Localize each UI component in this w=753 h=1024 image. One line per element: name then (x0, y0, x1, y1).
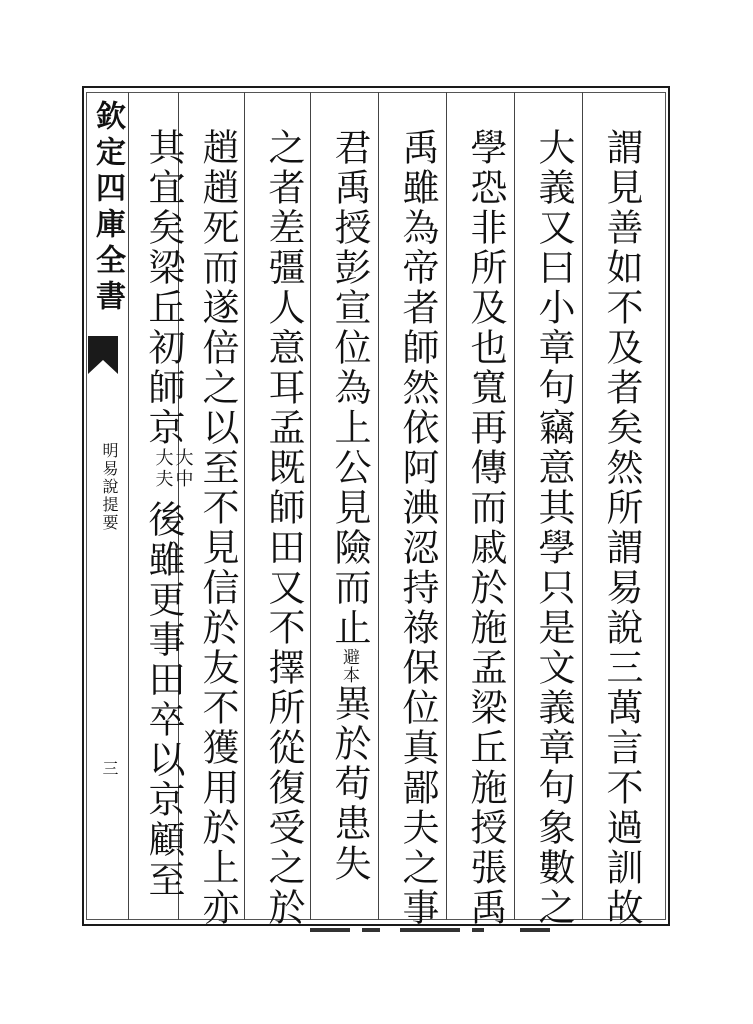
column-rule (446, 92, 447, 920)
interlinear-note (153, 448, 193, 500)
text-column-4: 禹雖為帝者師然依阿淟涊持祿保位真鄙夫之事 (396, 128, 439, 928)
note-line-right: 大中 (172, 448, 194, 490)
text-column-5 (320, 128, 378, 918)
book-title: 欽定四庫全書 (90, 100, 125, 316)
bottom-edge-marks (100, 924, 640, 938)
text-column-8 (134, 128, 193, 918)
column-text: 異於苟患失 (328, 684, 371, 884)
text-column-6: 之者差彊人意耳孟既師田又不擇所從復受之於 (262, 128, 305, 928)
column-rule (514, 92, 515, 920)
annotation-note (339, 648, 359, 684)
text-column-1: 謂見善如不及者矣然所謂易說三萬言不過訓故 (600, 128, 643, 928)
text-column-7: 趙趙死而遂倍之以至不見信於友不獲用於上亦 (196, 128, 239, 928)
note-char: 避 (339, 648, 359, 666)
column-rule (128, 92, 129, 920)
note-char: 本 (339, 666, 359, 684)
note-line-left: 大夫 (152, 448, 174, 490)
column-text: 君禹授彭宣位為上公見險而止 (328, 128, 371, 648)
fishtail-mark-icon (88, 336, 118, 374)
text-column-3: 學恐非所及也寬再傳而戚於施孟梁丘施授張禹 (464, 128, 507, 928)
column-rule (378, 92, 379, 920)
text-column-2: 大義又曰小章句竊意其學只是文義章句象數之 (532, 128, 575, 928)
column-text: 其宜矣梁丘初師京 (142, 128, 185, 448)
page-number: 三 (100, 760, 119, 776)
chapter-title: 明易說提要 (100, 442, 119, 532)
column-rule (582, 92, 583, 920)
column-text: 後雖更事田卒以京顧至 (142, 500, 185, 900)
